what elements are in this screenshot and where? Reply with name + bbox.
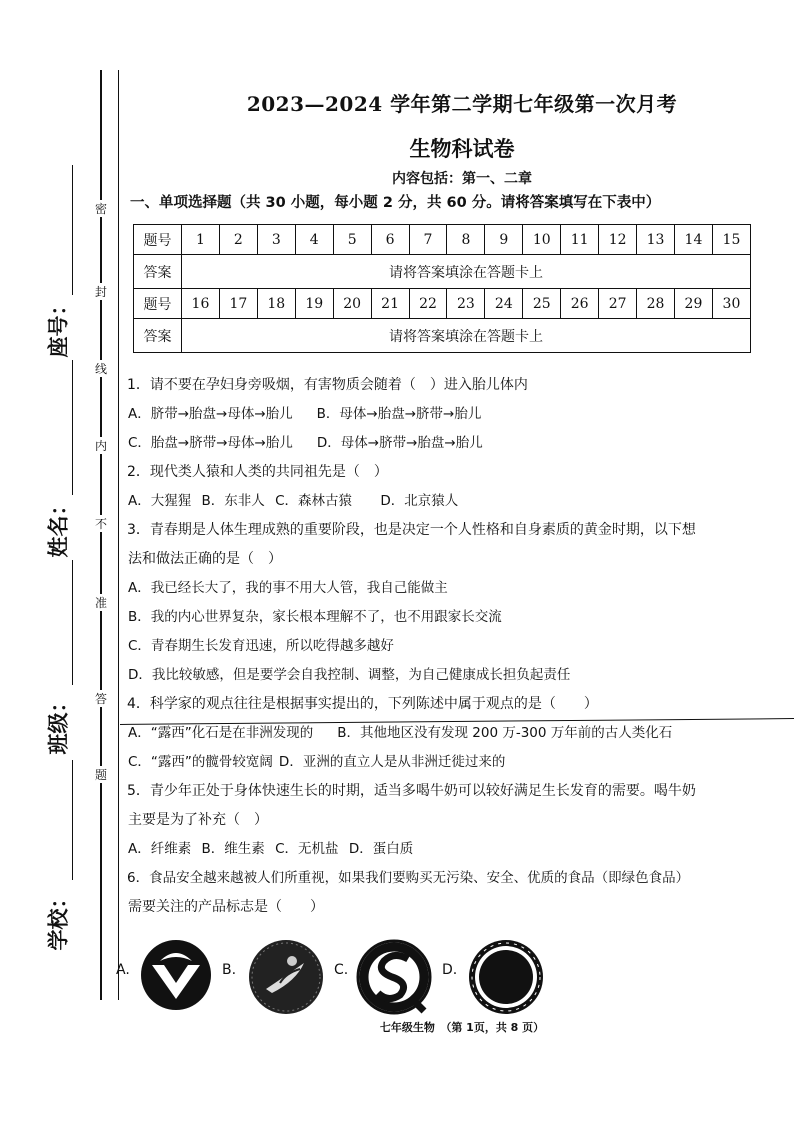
question-number-cell: 6 xyxy=(371,225,409,255)
question-5-option-c: C．无机盐 xyxy=(275,841,339,857)
seat-number-blank xyxy=(72,165,73,295)
question-1-stem: 1．请不要在孕妇身旁吸烟，有害物质会随着（ ）进入胎儿体内 xyxy=(127,377,528,393)
answer-label: 答案 xyxy=(134,319,182,353)
question-2-option-d: D．北京猿人 xyxy=(380,493,459,509)
question-number-cell: 9 xyxy=(485,225,523,255)
seat-number-field xyxy=(30,294,85,358)
question-number-cell: 23 xyxy=(447,289,485,319)
question-3-option-d: D．我比较敏感，但是要学会自我控制、调整，为自己健康成长担负起责任 xyxy=(128,667,571,683)
question-1-option-a: A．脐带→胎盘→母体→胎儿 xyxy=(128,406,293,422)
question-3-stem-line1: 3．青春期是人体生理成熟的重要阶段，也是决定一个人性格和自身素质的黄金时期，以下想 xyxy=(127,522,696,538)
answer-note: 请将答案填涂在答题卡上 xyxy=(182,255,751,289)
section-heading: 一、单项选择题（共 30 小题，每小题 2 分，共 60 分。请将答案填写在下表中） xyxy=(130,195,661,211)
question-number-cell: 12 xyxy=(599,225,637,255)
question-number-cell: 1 xyxy=(182,225,220,255)
question-6-option-d: D. xyxy=(442,962,458,978)
question-6-logo-options xyxy=(116,932,656,1017)
question-6-option-a: A. xyxy=(116,962,130,978)
question-6-stem-line1: 6．食品安全越来越被人们所重视，如果我们要购买无污染、安全、优质的食品（即绿色食品） xyxy=(127,870,690,886)
question-4-option-c: C．“露西”的髋骨较宽阔 xyxy=(128,754,273,770)
school-field xyxy=(30,887,85,951)
question-1-options-ab xyxy=(120,400,780,429)
seal-char-5: 不 xyxy=(94,517,107,531)
question-number-cell: 24 xyxy=(485,289,523,319)
question-number-cell: 18 xyxy=(257,289,295,319)
seat-number-label: 座号： xyxy=(46,294,71,358)
question-number-cell: 13 xyxy=(637,225,675,255)
school-blank xyxy=(72,760,73,880)
question-6-option-c: C. xyxy=(334,962,349,978)
seal-char-7: 答 xyxy=(94,692,107,706)
question-2-stem: 2．现代类人猿和人类的共同祖先是（ ） xyxy=(127,464,388,480)
number-row-2 xyxy=(134,289,751,319)
question-number-cell: 5 xyxy=(333,225,371,255)
name-label: 姓名： xyxy=(46,494,71,558)
question-2-option-a: A．大猩猩 xyxy=(128,493,192,509)
question-5-option-b: B．维生素 xyxy=(201,841,265,857)
question-5-stem-line1: 5．青少年正处于身体快速生长的时期，适当多喝牛奶可以较好满足生长发育的需要。喝牛奶 xyxy=(127,783,696,799)
content-scope: 内容包括：第一、二章 xyxy=(392,171,532,187)
question-number-cell: 17 xyxy=(219,289,257,319)
question-number-cell: 10 xyxy=(523,225,561,255)
question-1-option-c: C．胎盘→脐带→母体→胎儿 xyxy=(128,435,293,451)
answer-label: 答案 xyxy=(134,255,182,289)
seal-char-3: 线 xyxy=(94,362,107,376)
seal-char-6: 准 xyxy=(94,596,107,610)
question-number-cell: 22 xyxy=(409,289,447,319)
question-4-stem: 4．科学家的观点往往是根据事实提出的，下列陈述中属于观点的是（ ） xyxy=(127,696,598,712)
question-number-cell: 25 xyxy=(523,289,561,319)
answer-note: 请将答案填涂在答题卡上 xyxy=(182,319,751,353)
qs-quality-logo-icon xyxy=(356,937,432,1017)
number-label: 题号 xyxy=(134,289,182,319)
seal-char-8: 题 xyxy=(94,768,107,782)
answer-table xyxy=(133,224,751,353)
question-5-option-a: A．纤维素 xyxy=(128,841,192,857)
question-number-cell: 27 xyxy=(599,289,637,319)
question-5-stem-line2: 主要是为了补充（ ） xyxy=(128,812,268,828)
question-number-cell: 15 xyxy=(712,225,750,255)
name-blank xyxy=(72,360,73,495)
question-3-option-c: C．青春期生长发育迅速，所以吃得越多越好 xyxy=(128,638,394,654)
question-5-option-d: D．蛋白质 xyxy=(348,841,414,857)
question-2-option-b: B．东非人 xyxy=(201,493,265,509)
school-label: 学校： xyxy=(46,887,71,951)
seal-char-4: 内 xyxy=(94,439,107,453)
name-field xyxy=(30,494,85,558)
number-label: 题号 xyxy=(134,225,182,255)
question-3-option-b: B．我的内心世界复杂，家长根本理解不了，也不用跟家长交流 xyxy=(128,609,502,625)
class-label: 班级： xyxy=(46,691,71,755)
exam-subtitle: 生物科试卷 xyxy=(409,137,515,161)
answer-row-1 xyxy=(134,255,751,289)
question-number-cell: 16 xyxy=(182,289,220,319)
class-blank xyxy=(72,560,73,685)
question-number-cell: 26 xyxy=(561,289,599,319)
question-6-stem-line2: 需要关注的产品标志是（ ） xyxy=(128,899,324,915)
question-5-options xyxy=(120,835,780,864)
question-3-option-a: A．我已经长大了，我的事不用大人管，我自己能做主 xyxy=(128,580,448,596)
question-number-cell: 11 xyxy=(561,225,599,255)
question-number-cell: 4 xyxy=(295,225,333,255)
number-row-1 xyxy=(134,225,751,255)
question-number-cell: 30 xyxy=(712,289,750,319)
question-list xyxy=(120,371,780,922)
answer-row-2 xyxy=(134,319,751,353)
question-number-cell: 14 xyxy=(674,225,712,255)
question-number-cell: 20 xyxy=(333,289,371,319)
quality-safety-logo-icon xyxy=(138,937,214,1013)
question-number-cell: 3 xyxy=(257,225,295,255)
question-3-stem-line2: 法和做法正确的是（ ） xyxy=(128,551,282,567)
question-number-cell: 7 xyxy=(409,225,447,255)
class-field xyxy=(30,691,85,755)
question-number-cell: 28 xyxy=(637,289,675,319)
question-number-cell: 19 xyxy=(295,289,333,319)
question-number-cell: 21 xyxy=(371,289,409,319)
question-4-option-b: B．其他地区没有发现 200 万-300 万年前的古人类化石 xyxy=(337,725,673,741)
seal-char-2: 封 xyxy=(94,285,107,299)
question-4-option-a: A．“露西”化石是在非洲发现的 xyxy=(128,725,314,741)
question-1-options-cd xyxy=(120,429,780,458)
green-food-logo-icon xyxy=(246,937,326,1017)
question-6-option-b: B. xyxy=(222,962,237,978)
page-footer: 七年级生物 （第 1页，共 8 页） xyxy=(379,1021,545,1034)
question-1-option-d: D．母体→脐带→胎盘→胎儿 xyxy=(316,435,483,451)
question-1-option-b: B．母体→胎盘→脐带→胎儿 xyxy=(316,406,482,422)
question-number-cell: 29 xyxy=(674,289,712,319)
question-number-cell: 8 xyxy=(447,225,485,255)
question-2-options xyxy=(120,487,780,516)
question-2-option-c: C．森林古猿 xyxy=(275,493,353,509)
seal-char-1: 密 xyxy=(94,202,107,216)
organic-food-logo-icon xyxy=(466,937,546,1017)
exam-title: 2023—2024 学年第二学期七年级第一次月考 xyxy=(246,92,678,116)
question-number-cell: 2 xyxy=(219,225,257,255)
question-4-option-d: D．亚洲的直立人是从非洲迁徙过来的 xyxy=(278,754,506,770)
binding-line-inner xyxy=(118,70,119,1000)
question-4-options-cd xyxy=(120,748,780,777)
